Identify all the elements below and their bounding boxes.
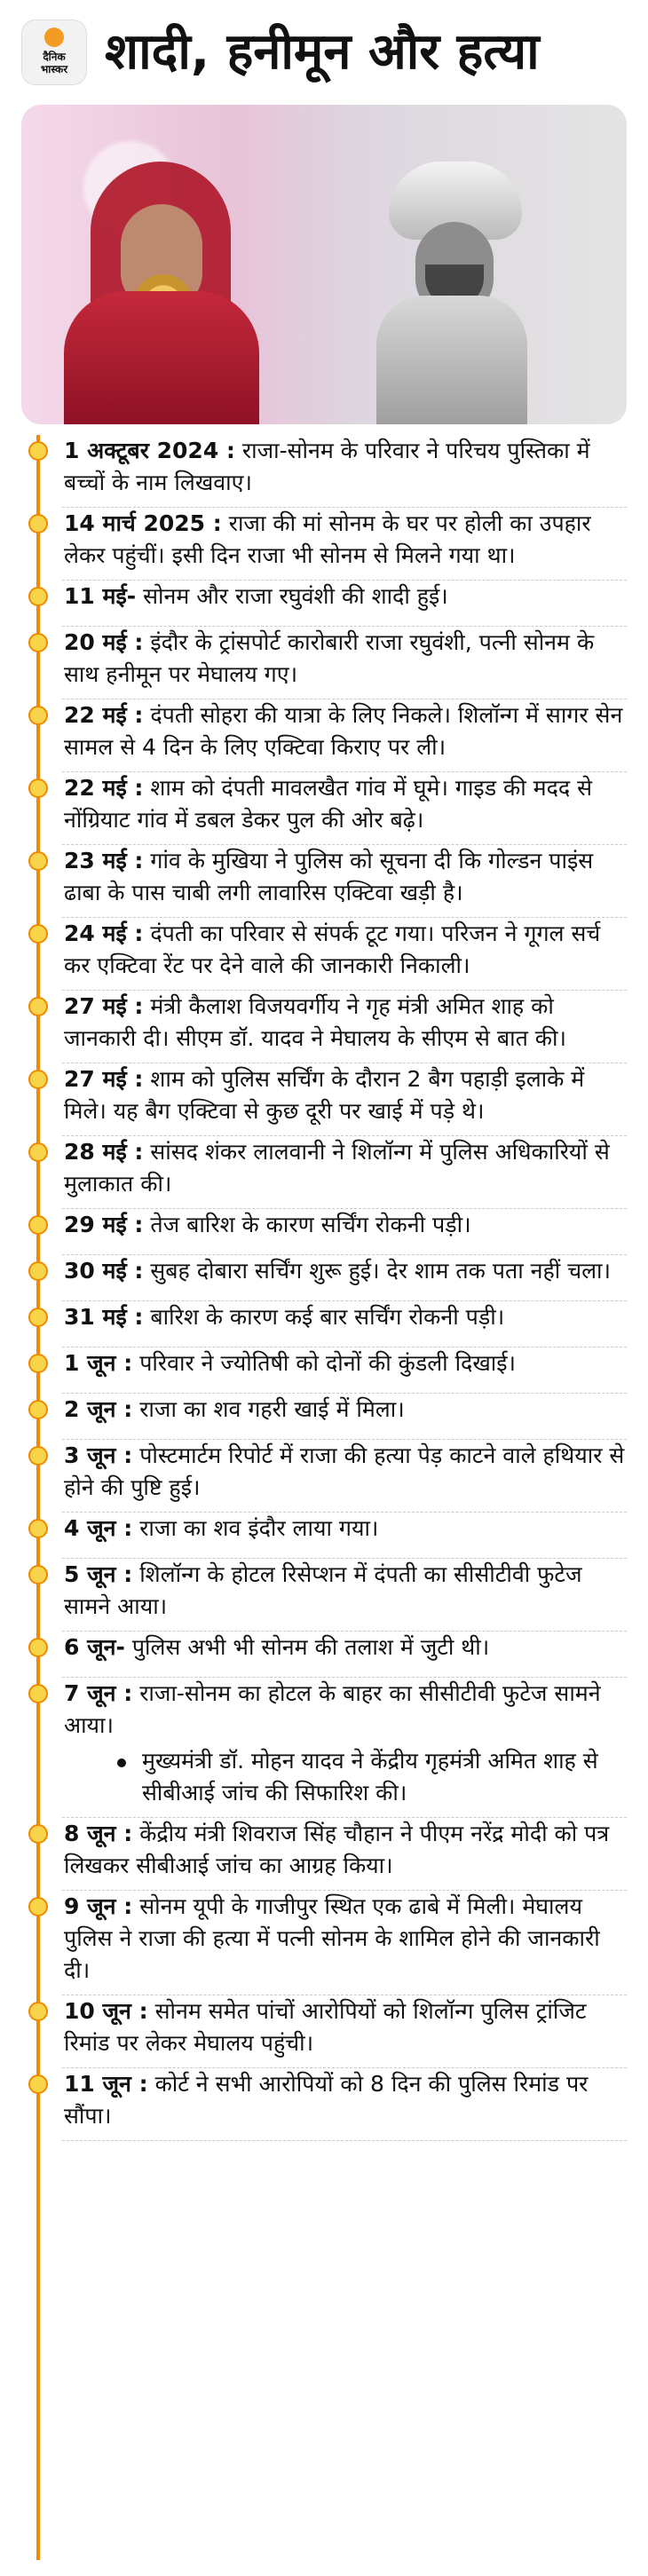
entry-text: परिवार ने ज्योतिषी को दोनों की कुंडली दिखाई। (139, 1350, 516, 1376)
timeline-entry-7 (0, 845, 648, 918)
timeline-entry-25 (0, 2068, 648, 2141)
entry-date: 31 मई : (64, 1304, 144, 1330)
timeline-entry-2 (0, 508, 648, 581)
entry-text: शिलॉन्ग के होटल रिसेप्शन में दंपती का सीसीटीवी फुटेज सामने आया। (64, 1561, 582, 1619)
timeline-entry-3 (0, 581, 648, 627)
entry-date: 23 मई : (64, 848, 144, 873)
entry-text: दंपती का परिवार से संपर्क टूट गया। परिजन ने गूगल सर्च कर एक्टिवा रेंट पर देने वाले की जानकारी निकाली। (64, 921, 601, 978)
timeline-entry-9 (0, 991, 648, 1063)
entry-text: सुबह दोबारा सर्चिंग शुरू हुई। देर शाम तक पता नहीं चला। (150, 1258, 611, 1284)
timeline-entry-23 (0, 1891, 648, 1995)
timeline-dot-icon (28, 1519, 48, 1538)
timeline-dot-icon (28, 1261, 48, 1281)
logo-line-1: दैनिक (43, 51, 66, 63)
entry-text: तेज बारिश के कारण सर्चिंग रोकनी पड़ी। (150, 1212, 471, 1237)
timeline-dot-icon (28, 1400, 48, 1419)
timeline-dot-icon (28, 1354, 48, 1373)
dainik-bhaskar-logo (21, 20, 87, 85)
entry-date: 11 जून : (64, 2071, 148, 2097)
sun-icon (44, 28, 64, 47)
entry-date: 28 मई : (64, 1139, 144, 1165)
page-title: शादी, हनीमून और हत्या (105, 23, 540, 81)
groom-figure (343, 131, 565, 424)
entry-date: 27 मई : (64, 1066, 144, 1092)
entry-text: कोर्ट ने सभी आरोपियों को 8 दिन की पुलिस रिमांड पर सौंपा। (64, 2071, 589, 2129)
timeline-entry-18 (0, 1513, 648, 1559)
timeline-dot-icon (28, 1897, 48, 1916)
entry-text: पोस्टमार्टम रिपोर्ट में राजा की हत्या पेड़ काटने वाले हथियार से होने की पुष्टि हुई। (64, 1442, 625, 1500)
entry-date: 4 जून : (64, 1515, 133, 1541)
timeline-dot-icon (28, 2002, 48, 2021)
timeline-dot-icon (28, 587, 48, 606)
timeline-dot-icon (28, 1684, 48, 1703)
entry-text: राजा-सोनम का होटल के बाहर का सीसीटीवी फुटेज सामने आया। (64, 1680, 601, 1738)
timeline-entry-11 (0, 1136, 648, 1209)
timeline-dot-icon (28, 1215, 48, 1235)
timeline-entry-12 (0, 1209, 648, 1255)
timeline-entry-22 (0, 1818, 648, 1891)
timeline-entry-13 (0, 1255, 648, 1301)
timeline-entry-15 (0, 1347, 648, 1394)
entry-text: सोनम समेत पांचों आरोपियों को शिलॉन्ग पुलिस ट्रांजिट रिमांड पर लेकर मेघालय पहुंची। (64, 1998, 587, 2056)
logo-line-2: भास्कर (40, 63, 68, 75)
timeline-entry-4 (0, 627, 648, 699)
groom-sherwani (376, 296, 527, 424)
timeline-dot-icon (28, 924, 48, 944)
entry-date: 5 जून : (64, 1561, 133, 1587)
entry-text: सोनम यूपी के गाजीपुर स्थित एक ढाबे में मिली। मेघालय पुलिस ने राजा की हत्या में पत्नी सोनम के शामिल होने की जानकारी दी। (64, 1893, 600, 1983)
entry-text: बारिश के कारण कई बार सर्चिंग रोकनी पड़ी। (150, 1304, 505, 1330)
bullet-icon (117, 1758, 126, 1767)
bride-dress (64, 291, 259, 424)
entry-date: 20 मई : (64, 629, 144, 655)
timeline-dot-icon (28, 1446, 48, 1466)
timeline-dot-icon (28, 1638, 48, 1657)
entry-date: 30 मई : (64, 1258, 144, 1284)
timeline-dot-icon (28, 2074, 48, 2094)
entry-date: 14 मार्च 2025 : (64, 510, 222, 536)
timeline-dot-icon (28, 1142, 48, 1162)
timeline-entry-1 (0, 435, 648, 508)
entry-text: राजा की मां सोनम के घर पर होली का उपहार लेकर पहुंचीं। इसी दिन राजा भी सोनम से मिलने गया था। (64, 510, 591, 568)
timeline-dot-icon (28, 633, 48, 652)
entry-date: 1 जून : (64, 1350, 133, 1376)
timeline-dot-icon (28, 1824, 48, 1844)
entry-date: 1 अक्टूबर 2024 : (64, 438, 235, 463)
entry-text: दंपती सोहरा की यात्रा के लिए निकले। शिलॉन्ग में सागर सेन सामल से 4 दिन के लिए एक्टिवा किराए पर ली। (64, 702, 623, 760)
entry-date: 27 मई : (64, 993, 144, 1019)
timeline-entry-16 (0, 1394, 648, 1440)
timeline-subentry (117, 1745, 627, 1809)
timeline-dot-icon (28, 514, 48, 533)
entry-date: 10 जून : (64, 1998, 148, 2024)
timeline-entry-10 (0, 1063, 648, 1136)
entry-text: शाम को पुलिस सर्चिंग के दौरान 2 बैग पहाड़ी इलाके में मिले। यह बैग एक्टिवा से कुछ दूरी पर खाई में पड़े थे। (64, 1066, 585, 1124)
timeline-dot-icon (28, 441, 48, 461)
entry-date: 9 जून : (64, 1893, 133, 1919)
timeline (0, 435, 648, 2141)
entry-text: मंत्री कैलाश विजयवर्गीय ने गृह मंत्री अमित शाह को जानकारी दी। सीएम डॉ. यादव ने मेघालय के सीएम से बात की। (64, 993, 566, 1051)
entry-date: 29 मई : (64, 1212, 144, 1237)
timeline-entry-19 (0, 1559, 648, 1632)
timeline-dot-icon (28, 997, 48, 1016)
entry-text: सांसद शंकर लालवानी ने शिलॉन्ग में पुलिस अधिकारियों से मुलाकात की। (64, 1139, 610, 1197)
entry-text: शाम को दंपती मावलखैत गांव में घूमे। गाइड की मदद से नोंग्रियाट गांव में डबल डेकर पुल की ओर बढ़े। (64, 775, 592, 833)
timeline-dot-icon (28, 1070, 48, 1089)
timeline-dot-icon (28, 1565, 48, 1584)
entry-text: राजा-सोनम के परिवार ने परिचय पुस्तिका में बच्चों के नाम लिखवाए। (64, 438, 590, 495)
bride-figure (51, 140, 282, 424)
timeline-entry-6 (0, 772, 648, 845)
timeline-entry-17 (0, 1440, 648, 1513)
subentry-text: मुख्यमंत्री डॉ. मोहन यादव ने केंद्रीय गृहमंत्री अमित शाह से सीबीआई जांच की सिफारिश की। (142, 1748, 598, 1806)
entry-text: सोनम और राजा रघुवंशी की शादी हुई। (143, 583, 448, 609)
timeline-dot-icon (28, 851, 48, 871)
header (0, 0, 648, 105)
entry-date: 11 मई- (64, 583, 137, 609)
entry-date: 7 जून : (64, 1680, 133, 1706)
timeline-dot-icon (28, 1308, 48, 1327)
wedding-photo (21, 105, 627, 424)
entry-date: 24 मई : (64, 921, 144, 946)
entry-date: 2 जून : (64, 1396, 133, 1422)
entry-date: 22 मई : (64, 775, 144, 801)
timeline-entry-21 (0, 1678, 648, 1818)
entry-text: गांव के मुखिया ने पुलिस को सूचना दी कि गोल्डन पाइंस ढाबा के पास चाबी लगी लावारिस एक्टिवा खड़ी है। (64, 848, 594, 905)
entry-date: 6 जून- (64, 1634, 125, 1660)
entry-date: 8 जून : (64, 1821, 133, 1846)
entry-date: 22 मई : (64, 702, 144, 728)
logo-text (41, 51, 67, 75)
entry-date: 3 जून : (64, 1442, 133, 1468)
entry-text: केंद्रीय मंत्री शिवराज सिंह चौहान ने पीएम नरेंद्र मोदी को पत्र लिखकर सीबीआई जांच का आग्रह किया। (64, 1821, 610, 1878)
timeline-dot-icon (28, 778, 48, 798)
entry-text: राजा का शव गहरी खाई में मिला। (139, 1396, 405, 1422)
timeline-entry-20 (0, 1632, 648, 1678)
timeline-entry-14 (0, 1301, 648, 1347)
timeline-entry-24 (0, 1995, 648, 2068)
entry-text: पुलिस अभी भी सोनम की तलाश में जुटी थी। (131, 1634, 490, 1660)
timeline-entry-8 (0, 918, 648, 991)
timeline-dot-icon (28, 706, 48, 725)
timeline-entry-5 (0, 699, 648, 772)
entry-text: इंदौर के ट्रांसपोर्ट कारोबारी राजा रघुवंशी, पत्नी सोनम के साथ हनीमून पर मेघालय गए। (64, 629, 595, 687)
entry-text: राजा का शव इंदौर लाया गया। (139, 1515, 379, 1541)
